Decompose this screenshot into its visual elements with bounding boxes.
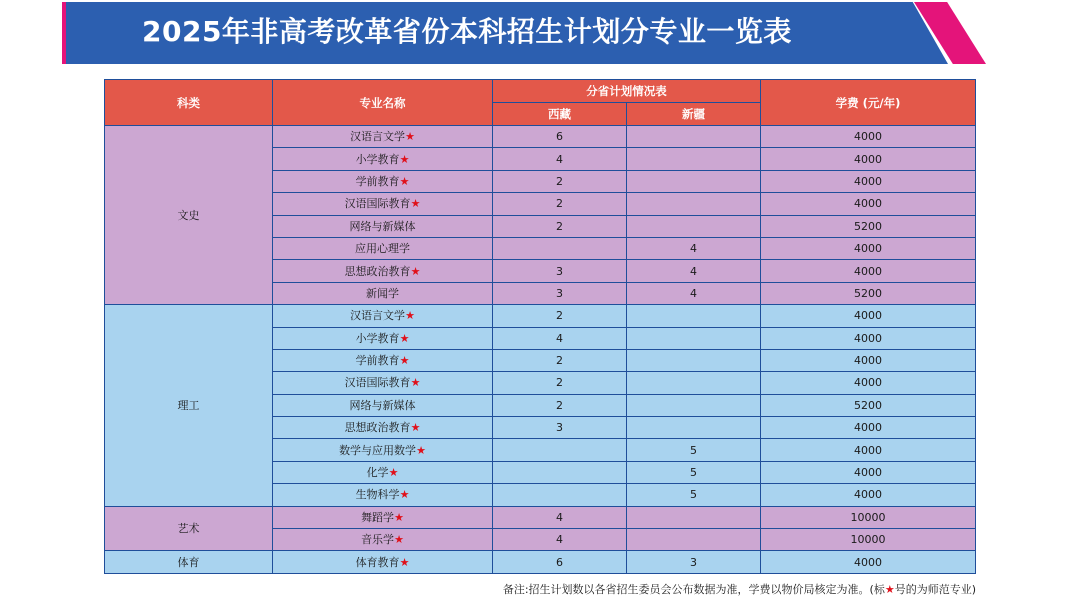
fee-cell: 10000 — [761, 529, 976, 551]
major-cell — [273, 349, 493, 371]
table-row — [105, 551, 976, 573]
xinjiang-count-cell: 4 — [627, 260, 761, 282]
major-name: 网络与新媒体 — [349, 398, 416, 412]
teacher-training-star-icon: ★ — [405, 309, 415, 323]
fee-cell: 5200 — [761, 394, 976, 416]
header-xizang: 西藏 — [493, 103, 627, 126]
teacher-training-star-icon: ★ — [399, 174, 410, 188]
fee-cell: 4000 — [761, 372, 976, 394]
xinjiang-count-cell: 5 — [627, 461, 761, 483]
major-name: 舞蹈学 — [361, 510, 395, 524]
xizang-count-cell: 4 — [493, 148, 627, 170]
fee-cell: 4000 — [761, 551, 976, 573]
category-cell: 体育 — [105, 551, 273, 573]
major-name: 音乐学 — [361, 533, 395, 547]
xinjiang-count-cell — [627, 394, 761, 416]
xizang-count-cell: 2 — [493, 193, 627, 215]
title-banner — [0, 0, 1080, 70]
major-name: 应用心理学 — [355, 242, 410, 256]
teacher-training-star-icon: ★ — [410, 197, 421, 211]
fee-cell: 4000 — [761, 126, 976, 148]
major-name: 学前教育 — [355, 174, 400, 188]
enrollment-plan-table — [104, 79, 976, 574]
xinjiang-count-cell — [627, 193, 761, 215]
major-cell — [273, 394, 493, 416]
xinjiang-count-cell: 4 — [627, 237, 761, 259]
major-name: 新闻学 — [366, 286, 399, 300]
major-name: 小学教育 — [355, 152, 400, 166]
xinjiang-count-cell — [627, 305, 761, 327]
major-name: 小学教育 — [355, 331, 400, 345]
xizang-count-cell: 6 — [493, 126, 627, 148]
fee-cell: 4000 — [761, 349, 976, 371]
major-name: 思想政治教育 — [344, 421, 411, 435]
table-row — [105, 126, 976, 148]
category-cell: 文史 — [105, 126, 273, 305]
major-cell — [273, 506, 493, 528]
major-name: 思想政治教育 — [344, 264, 411, 278]
xizang-count-cell: 2 — [493, 305, 627, 327]
xizang-count-cell: 3 — [493, 260, 627, 282]
major-cell — [273, 170, 493, 192]
xinjiang-count-cell: 3 — [627, 551, 761, 573]
xizang-count-cell — [493, 461, 627, 483]
major-cell — [273, 484, 493, 506]
xinjiang-count-cell — [627, 417, 761, 439]
major-name: 体育教育 — [355, 555, 400, 569]
xizang-count-cell: 2 — [493, 170, 627, 192]
major-cell — [273, 417, 493, 439]
xizang-count-cell: 4 — [493, 327, 627, 349]
major-cell — [273, 551, 493, 573]
major-cell — [273, 327, 493, 349]
major-cell — [273, 215, 493, 237]
xizang-count-cell — [493, 484, 627, 506]
fee-cell: 4000 — [761, 484, 976, 506]
teacher-training-star-icon: ★ — [416, 443, 426, 457]
xinjiang-count-cell — [627, 349, 761, 371]
major-cell — [273, 305, 493, 327]
major-name: 数学与应用数学 — [339, 443, 417, 457]
footnote-star-icon: ★ — [884, 583, 895, 596]
footnote — [503, 582, 976, 598]
major-cell — [273, 372, 493, 394]
xinjiang-count-cell: 5 — [627, 484, 761, 506]
xinjiang-count-cell — [627, 215, 761, 237]
xizang-count-cell: 2 — [493, 349, 627, 371]
xizang-count-cell: 2 — [493, 215, 627, 237]
header-xinjiang: 新疆 — [627, 103, 761, 126]
teacher-training-star-icon: ★ — [399, 331, 410, 345]
fee-cell: 4000 — [761, 170, 976, 192]
major-cell — [273, 282, 493, 304]
fee-cell: 10000 — [761, 506, 976, 528]
xinjiang-count-cell: 4 — [627, 282, 761, 304]
teacher-training-star-icon: ★ — [410, 264, 421, 278]
teacher-training-star-icon: ★ — [410, 421, 421, 435]
teacher-training-star-icon: ★ — [394, 510, 404, 524]
xinjiang-count-cell — [627, 148, 761, 170]
fee-cell: 4000 — [761, 417, 976, 439]
major-name: 学前教育 — [355, 354, 400, 368]
xizang-count-cell — [493, 237, 627, 259]
header-category: 科类 — [105, 80, 273, 126]
teacher-training-star-icon: ★ — [388, 466, 399, 480]
fee-cell: 4000 — [761, 237, 976, 259]
major-cell — [273, 529, 493, 551]
major-cell — [273, 260, 493, 282]
major-cell — [273, 193, 493, 215]
table-row — [105, 506, 976, 528]
xinjiang-count-cell — [627, 327, 761, 349]
footnote-text-after: 号的为师范专业) — [894, 583, 976, 596]
xinjiang-count-cell — [627, 170, 761, 192]
xizang-count-cell — [493, 439, 627, 461]
teacher-training-star-icon: ★ — [394, 533, 404, 547]
fee-cell: 4000 — [761, 193, 976, 215]
footnote-text-before: 备注:招生计划数以各省招生委员会公布数据为准，学费以物价局核定为准。(标 — [502, 583, 885, 596]
fee-cell: 4000 — [761, 305, 976, 327]
table-row — [105, 305, 976, 327]
header-plan-group: 分省计划情况表 — [493, 80, 761, 103]
major-cell — [273, 148, 493, 170]
teacher-training-star-icon: ★ — [399, 488, 410, 502]
xinjiang-count-cell — [627, 126, 761, 148]
page-title: 2025年非高考改革省份本科招生计划分专业一览表 — [142, 15, 792, 48]
xizang-count-cell: 2 — [493, 394, 627, 416]
major-name: 生物科学 — [355, 488, 400, 502]
xinjiang-count-cell: 5 — [627, 439, 761, 461]
xinjiang-count-cell — [627, 529, 761, 551]
major-cell — [273, 461, 493, 483]
major-cell — [273, 126, 493, 148]
xizang-count-cell: 6 — [493, 551, 627, 573]
teacher-training-star-icon: ★ — [399, 152, 410, 166]
xinjiang-count-cell — [627, 372, 761, 394]
major-name: 网络与新媒体 — [349, 219, 416, 233]
fee-cell: 4000 — [761, 148, 976, 170]
xinjiang-count-cell — [627, 506, 761, 528]
category-cell: 理工 — [105, 305, 273, 507]
xizang-count-cell: 3 — [493, 282, 627, 304]
major-name: 汉语言文学 — [350, 309, 406, 323]
fee-cell: 5200 — [761, 215, 976, 237]
teacher-training-star-icon: ★ — [399, 555, 410, 569]
teacher-training-star-icon: ★ — [399, 354, 410, 368]
major-name: 化学 — [366, 466, 389, 480]
category-cell: 艺术 — [105, 506, 273, 551]
header-major: 专业名称 — [273, 80, 493, 126]
header-fee: 学费 (元/年) — [761, 80, 976, 126]
major-cell — [273, 237, 493, 259]
fee-cell: 4000 — [761, 439, 976, 461]
xizang-count-cell: 4 — [493, 506, 627, 528]
major-name: 汉语言文学 — [350, 130, 406, 144]
table-body — [105, 126, 976, 574]
fee-cell: 4000 — [761, 327, 976, 349]
teacher-training-star-icon: ★ — [405, 130, 415, 144]
major-cell — [273, 439, 493, 461]
teacher-training-star-icon: ★ — [410, 376, 421, 390]
fee-cell: 4000 — [761, 260, 976, 282]
fee-cell: 4000 — [761, 461, 976, 483]
xizang-count-cell: 3 — [493, 417, 627, 439]
xizang-count-cell: 2 — [493, 372, 627, 394]
major-name: 汉语国际教育 — [344, 197, 411, 211]
xizang-count-cell: 4 — [493, 529, 627, 551]
major-name: 汉语国际教育 — [344, 376, 411, 390]
fee-cell: 5200 — [761, 282, 976, 304]
